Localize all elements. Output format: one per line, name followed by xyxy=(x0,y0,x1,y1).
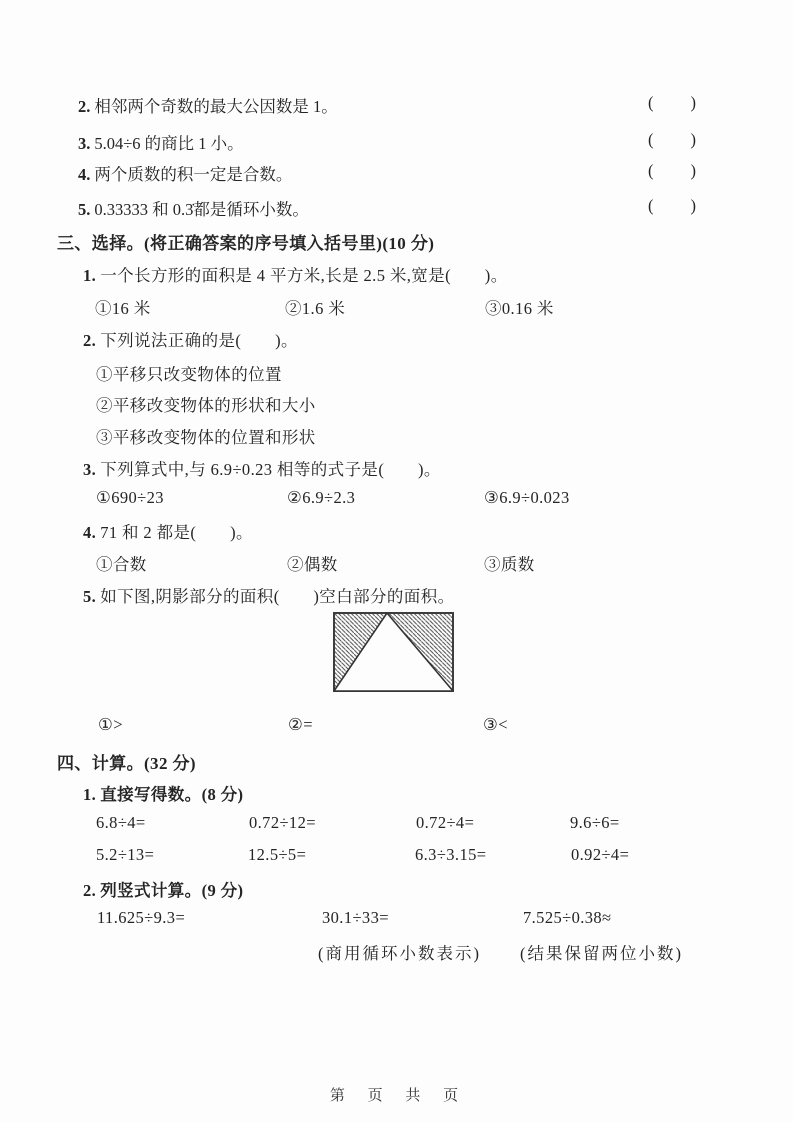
question-text: 下列算式中,与 6.9÷0.23 相等的式子是( )。 xyxy=(100,460,441,479)
option-1: ①平移只改变物体的位置 xyxy=(96,365,282,384)
judge-item xyxy=(78,161,718,185)
option-2: ②偶数 xyxy=(287,555,338,574)
choice-question-5 xyxy=(83,583,455,607)
answer-brackets xyxy=(648,161,696,181)
calc-expression: 12.5÷5= xyxy=(248,845,307,864)
page-footer: 第 页 共 页 xyxy=(329,1088,464,1104)
option-1: ①690÷23 xyxy=(96,488,164,507)
question-text: 两个质数的积一定是合数。 xyxy=(94,165,293,184)
close-paren: ) xyxy=(690,196,696,215)
open-paren: ( xyxy=(648,196,654,215)
option-2: ②= xyxy=(288,715,313,734)
question-number: 1. xyxy=(83,266,97,285)
answer-brackets xyxy=(648,196,696,216)
sub-title-text: 直接写得数。(8 分) xyxy=(100,785,244,804)
section-title-calculation: 四、计算。(32 分) xyxy=(57,754,196,773)
calc-expression: 6.8÷4= xyxy=(96,813,146,832)
calc-expression: 30.1÷33= xyxy=(322,908,389,927)
calc-expression: 5.2÷13= xyxy=(96,845,155,864)
judge-item xyxy=(78,93,718,117)
question-text: 5.04÷6 的商比 1 小。 xyxy=(94,134,244,153)
calc-expression: 6.3÷3.15= xyxy=(415,845,487,864)
question-number: 3. xyxy=(83,460,97,479)
option-3: ③平移改变物体的位置和形状 xyxy=(96,428,316,447)
close-paren: ) xyxy=(690,93,696,112)
option-3: ③质数 xyxy=(484,555,535,574)
option-3: ③6.9÷0.023 xyxy=(484,488,570,507)
question-text: 相邻两个奇数的最大公因数是 1。 xyxy=(94,97,338,116)
option-2: ②平移改变物体的形状和大小 xyxy=(96,396,316,415)
calc-note: (结果保留两位小数) xyxy=(520,944,683,963)
calc-expression: 0.72÷4= xyxy=(416,813,475,832)
calc-expression: 9.6÷6= xyxy=(570,813,620,832)
judge-item xyxy=(78,196,718,220)
choice-question-1 xyxy=(83,262,508,286)
open-paren: ( xyxy=(648,93,654,112)
close-paren: ) xyxy=(690,161,696,180)
option-1: ①合数 xyxy=(96,555,147,574)
question-text: 0.33333 和 0.3̇都是循环小数。 xyxy=(94,200,309,219)
subsection-direct-calc xyxy=(83,781,243,805)
subsection-vertical-calc xyxy=(83,877,243,901)
choice-question-4 xyxy=(83,519,253,543)
question-text: 下列说法正确的是( )。 xyxy=(100,331,298,350)
question-number: 2. xyxy=(83,331,97,350)
choice-question-2 xyxy=(83,327,298,351)
question-text: 一个长方形的面积是 4 平方米,长是 2.5 米,宽是( )。 xyxy=(100,266,508,285)
option-2: ②6.9÷2.3 xyxy=(287,488,356,507)
option-1: ①> xyxy=(98,715,123,734)
option-1: ①16 米 xyxy=(95,299,151,318)
question-text: 如下图,阴影部分的面积( )空白部分的面积。 xyxy=(100,587,455,606)
question-text: 71 和 2 都是( )。 xyxy=(100,523,253,542)
question-number: 4. xyxy=(78,165,91,184)
close-paren: ) xyxy=(690,130,696,149)
answer-brackets xyxy=(648,130,696,150)
question-number: 2. xyxy=(78,97,91,116)
question-number: 5. xyxy=(83,587,97,606)
calc-expression: 0.92÷4= xyxy=(571,845,630,864)
option-3: ③0.16 米 xyxy=(485,299,554,318)
open-paren: ( xyxy=(648,161,654,180)
option-2: ②1.6 米 xyxy=(285,299,346,318)
shaded-rectangle-triangle-diagram xyxy=(333,612,454,692)
choice-question-3 xyxy=(83,456,441,480)
calc-expression: 11.625÷9.3= xyxy=(97,908,186,927)
section-title-choice: 三、选择。(将正确答案的序号填入括号里)(10 分) xyxy=(57,234,435,253)
calc-expression: 7.525÷0.38≈ xyxy=(523,908,612,927)
judge-item xyxy=(78,130,718,154)
sub-title-text: 列竖式计算。(9 分) xyxy=(100,881,244,900)
question-number: 5. xyxy=(78,200,91,219)
sub-number: 1. xyxy=(83,785,97,804)
question-number: 4. xyxy=(83,523,97,542)
open-paren: ( xyxy=(648,130,654,149)
geometry-figure xyxy=(333,612,454,697)
calc-note: (商用循环小数表示) xyxy=(318,944,481,963)
answer-brackets xyxy=(648,93,696,113)
calc-expression: 0.72÷12= xyxy=(249,813,316,832)
question-number: 3. xyxy=(78,134,91,153)
option-3: ③< xyxy=(483,715,508,734)
sub-number: 2. xyxy=(83,881,97,900)
